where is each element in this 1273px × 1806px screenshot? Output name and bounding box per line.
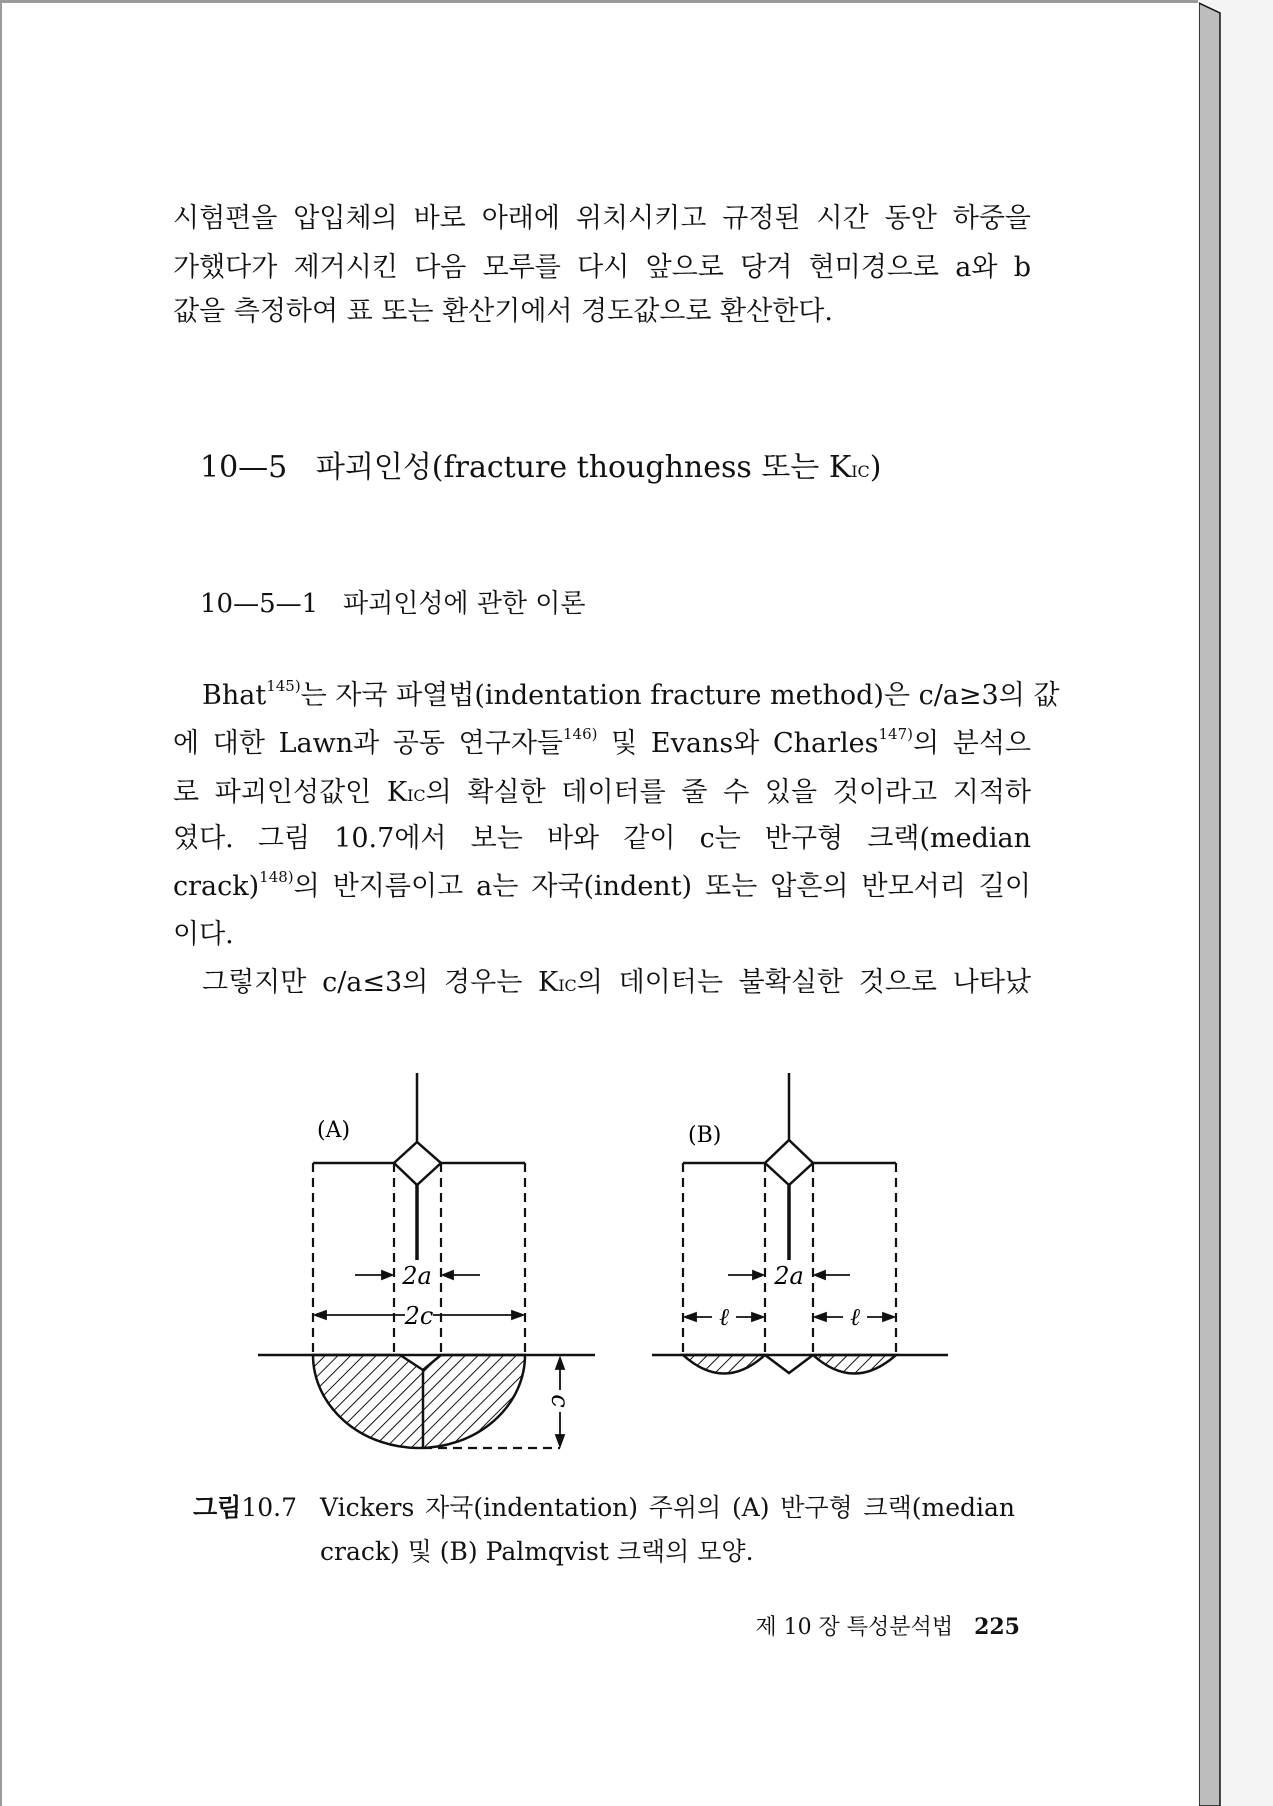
label-b: (B) xyxy=(688,1123,722,1148)
text: 의 데이터는 불확실한 것으로 나타났 xyxy=(576,967,1031,998)
paragraph1-line: 값을 측정하여 표 또는 환산기에서 경도값으로 환산한다. xyxy=(173,296,833,327)
text: 그렇지만 c/a≤3의 경우는 K xyxy=(202,967,559,998)
text: crack) xyxy=(173,871,260,902)
figure-caption xyxy=(193,1488,297,1524)
citation: 146) xyxy=(563,725,598,743)
palmqvist-crack-right xyxy=(813,1355,896,1374)
text: 로 파괴인성값인 K xyxy=(173,777,408,808)
dim-l-left: ℓ xyxy=(719,1303,729,1331)
palmqvist-crack-left xyxy=(683,1355,765,1374)
citation: 148) xyxy=(259,868,294,886)
dim-2a-a: 2a xyxy=(402,1262,432,1290)
text: 및 Evans와 Charles xyxy=(597,728,879,759)
text: 에 대한 Lawn과 공동 연구자들 xyxy=(173,728,564,759)
text: 는 자국 파열법(indentation fracture method)은 c/a≥3의 값 xyxy=(300,680,1060,711)
caption-line: crack) 및 (B) Palmqvist 크랙의 모양. xyxy=(320,1537,754,1566)
section-title: 파괴인성(fracture thoughness 또는 K xyxy=(315,450,852,485)
paragraph1-line: 시험편을 압입체의 바로 아래에 위치시키고 규정된 시간 동안 하중을 xyxy=(173,203,1031,234)
subsection-title: 파괴인성에 관한 이론 xyxy=(342,589,586,619)
subscript: IC xyxy=(558,976,577,995)
paragraph1-line: 가했다가 제거시킨 다음 모루를 다시 앞으로 당겨 현미경으로 a와 b xyxy=(173,252,1031,283)
dim-c: c xyxy=(546,1394,574,1408)
text: 의 확실한 데이터를 줄 수 있을 것이라고 지적하 xyxy=(425,777,1031,808)
subsection-number: 10—5—1 xyxy=(200,589,319,619)
paragraph2-line: 이다. xyxy=(173,919,234,950)
caption-number: 10.7 xyxy=(241,1493,297,1522)
caption-label: 그림 xyxy=(193,1493,242,1522)
median-crack-hatched xyxy=(313,1355,525,1448)
label-a: (A) xyxy=(317,1118,351,1143)
diagram-b-palmqvist-crack xyxy=(652,1073,948,1374)
text: Bhat xyxy=(202,680,267,711)
text: 의 반지름이고 a는 자국(indent) 또는 압흔의 반모서리 길이 xyxy=(293,871,1031,902)
dim-2c: 2c xyxy=(404,1302,434,1330)
section-number: 10—5 xyxy=(200,450,288,485)
diagram-a-median-crack xyxy=(258,1073,595,1448)
running-footer xyxy=(755,1610,1020,1641)
section-title-end: ) xyxy=(869,450,882,485)
page-number: 225 xyxy=(974,1614,1020,1640)
text: 의 분석으 xyxy=(912,728,1031,759)
dim-2a-b: 2a xyxy=(774,1262,804,1290)
caption-line: Vickers 자국(indentation) 주위의 (A) 반구형 크랙(median xyxy=(320,1493,1015,1522)
section-title-subscript: IC xyxy=(851,462,870,481)
indenter-diamond xyxy=(765,1140,813,1185)
paragraph2-line: 였다. 그림 10.7에서 보는 바와 같이 c는 반구형 크랙(median xyxy=(173,823,1031,854)
citation: 147) xyxy=(878,725,913,743)
dim-l-right: ℓ xyxy=(850,1303,860,1331)
indenter-diamond xyxy=(394,1142,441,1185)
subscript: IC xyxy=(407,786,426,805)
citation: 145) xyxy=(266,677,301,695)
chapter-title: 제 10 장 특성분석법 xyxy=(755,1615,954,1640)
